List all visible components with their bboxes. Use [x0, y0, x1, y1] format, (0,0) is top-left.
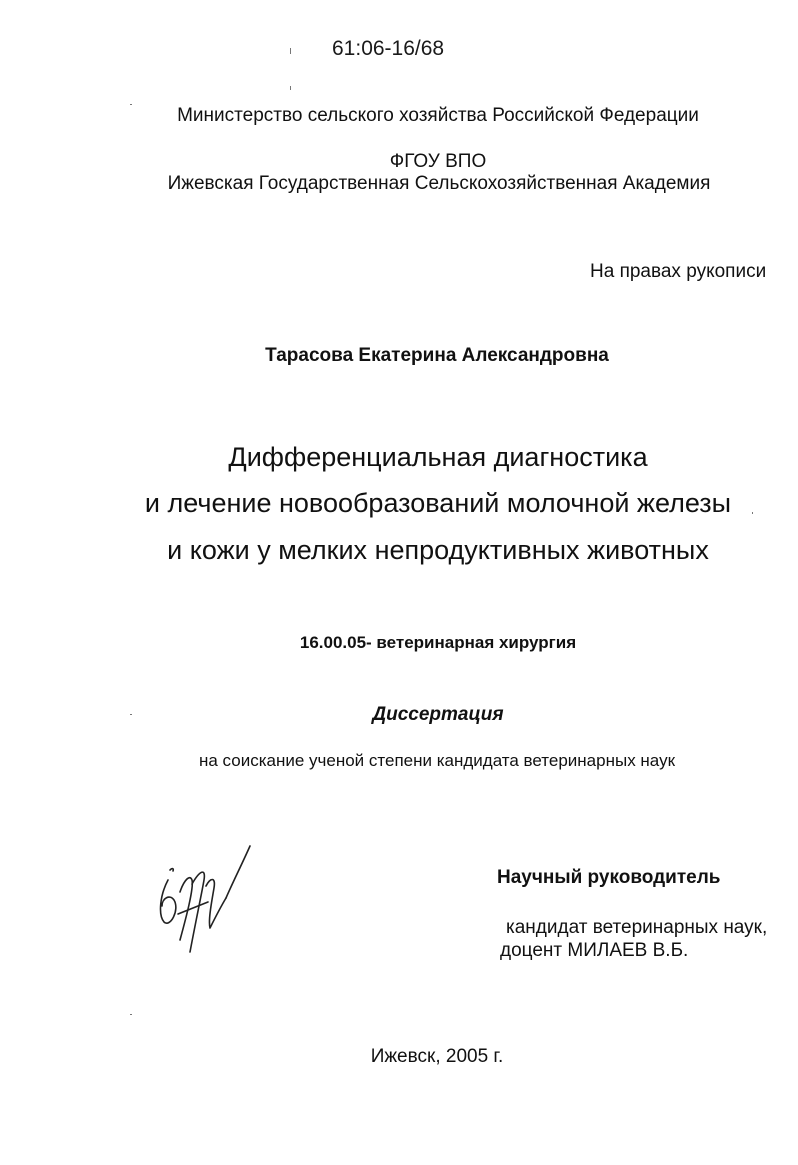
title-line-2: и лечение новообразований молочной железы	[144, 488, 732, 518]
title-line-1: Дифференциальная диагностика	[228, 442, 648, 472]
scan-speck	[130, 714, 132, 715]
scan-speck	[130, 104, 132, 105]
author-name: Тарасова Екатерина Александровна	[265, 345, 609, 366]
ministry-name: Министерство сельского хозяйства Российской Федерации	[177, 105, 699, 126]
academy-name: Ижевская Государственная Сельскохозяйственная Академия	[167, 173, 711, 194]
scan-speck	[290, 86, 291, 90]
scan-speck	[130, 1014, 132, 1015]
degree-line: на соискание ученой степени кандидата ветеринарных наук	[198, 751, 676, 770]
supervisor-label: Научный руководитель	[497, 867, 721, 888]
scan-speck	[290, 48, 291, 54]
supervisor-name: доцент МИЛАЕВ В.Б.	[500, 940, 689, 961]
city-year: Ижевск, 2005 г.	[370, 1046, 504, 1067]
specialty-code: 16.00.05- ветеринарная хирургия	[299, 633, 577, 652]
supervisor-degree: кандидат ветеринарных наук,	[506, 917, 768, 938]
rights-note: На правах рукописи	[590, 261, 767, 282]
archive-code: 61:06-16/68	[332, 37, 445, 60]
scan-speck	[752, 512, 753, 514]
title-line-3: и кожи у мелких непродуктивных животных	[167, 535, 709, 565]
signature-icon	[150, 840, 260, 960]
document-type: Диссертация	[372, 704, 504, 725]
institution-type: ФГОУ ВПО	[389, 151, 487, 172]
